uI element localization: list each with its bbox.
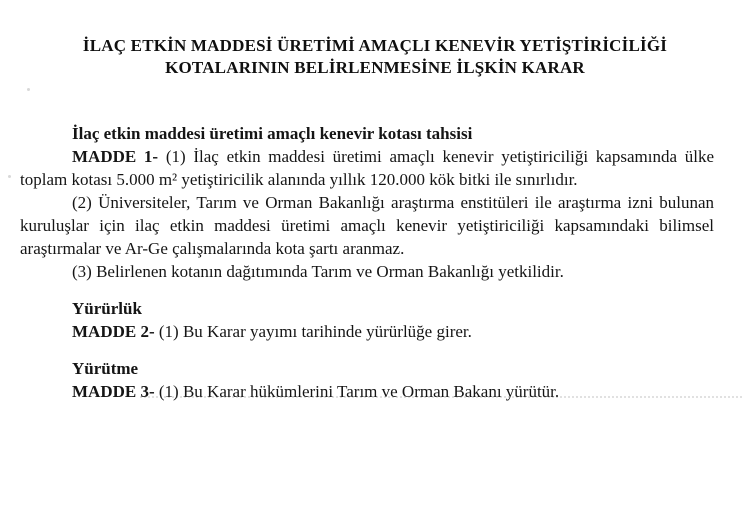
article3-madde-label: MADDE 3-	[72, 382, 155, 401]
article2-madde-label: MADDE 2-	[72, 322, 155, 341]
document-title	[0, 35, 750, 79]
document-title-line1: İLAÇ ETKİN MADDESİ ÜRETİMİ AMAÇLI KENEVİR YETİŞTİRİCİLİĞİ	[82, 36, 668, 55]
article1-clause1-text: (1) İlaç etkin maddesi üretimi amaçlı kenevir yetiştiriciliği kapsamında ülke toplam kotası 5.000 m² yetiştiricilik alanında yıllık 120.000 kök bitki ile sınırlıdır.	[20, 147, 714, 189]
article1-clause2: (2) Üniversiteler, Tarım ve Orman Bakanlığı araştırma enstitüleri ile araştırma izni bulunan kuruluşlar için ilaç etkin maddesi üretimi amaçlı kenevir yetiştiriciliği kapsamındaki bilimsel araştırmalar ve Ar-Ge çalışmalarında kota şartı aranmaz.	[20, 193, 714, 258]
article1-clause1	[20, 145, 714, 191]
document-body	[20, 122, 714, 403]
article3-clause1	[20, 380, 714, 403]
article1-heading: İlaç etkin maddesi üretimi amaçlı kenevir kotası tahsisi	[72, 124, 473, 143]
section-gap	[20, 343, 714, 357]
article3-clause1-text: (1) Bu Karar hükümlerini Tarım ve Orman Bakanı yürütür.	[154, 382, 560, 401]
article2-clause1	[20, 320, 714, 343]
document-title-line2: KOTALARININ BELİRLENMESİNE İLŞKİN KARAR	[165, 58, 585, 77]
scan-speckle	[8, 175, 11, 178]
article3-heading: Yürütme	[72, 359, 139, 378]
article1-clause3: (3) Belirlenen kotanın dağıtımında Tarım ve Orman Bakanlığı yetkilidir.	[72, 262, 564, 281]
article2-clause1-text: (1) Bu Karar yayımı tarihinde yürürlüğe girer.	[154, 322, 472, 341]
scan-artifact-line	[140, 396, 742, 398]
article2-heading: Yürürlük	[72, 299, 142, 318]
section-gap	[20, 283, 714, 297]
scan-speckle	[27, 88, 30, 91]
article1-madde-label: MADDE 1-	[72, 147, 159, 166]
